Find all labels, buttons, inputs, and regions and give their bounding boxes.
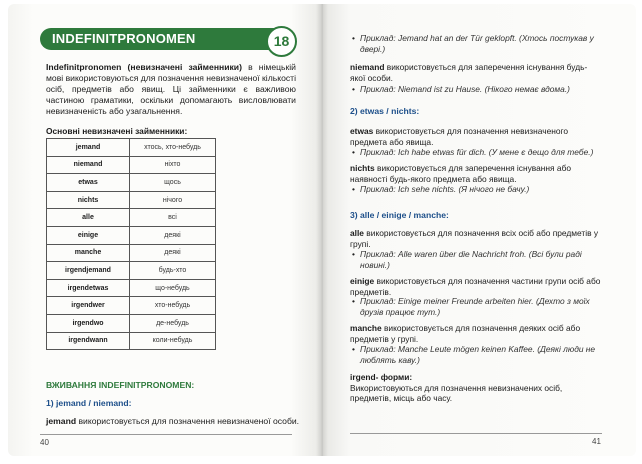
table-row [47, 314, 216, 332]
table-row [47, 209, 216, 227]
table-row [47, 332, 216, 350]
pronoun-ukrainian: деякі [130, 244, 216, 262]
chapter-title: INDEFINITPRONOMEN [52, 31, 196, 46]
manche-term: manche [350, 323, 382, 333]
etwas-term: etwas [350, 126, 374, 136]
manche-text: використовується для позначення деяких осіб або предметів у групі. [350, 323, 581, 344]
pronoun-german: irgendwo [47, 314, 130, 332]
table-row [47, 191, 216, 209]
irgend-text: Використовуються для позначення невизначених осіб, предметів, місць або часу. [350, 382, 563, 404]
alle-term: alle [350, 228, 364, 238]
pronoun-german: irgendetwas [47, 279, 130, 297]
nichts-text: використовується для заперечення існування або наявності будь-якого предмета або явища. [350, 163, 572, 184]
jemand-text: використовується для позначення невизначеної особи. [76, 416, 300, 426]
irgend-definition [350, 372, 602, 404]
example-5 [350, 249, 602, 270]
table-row [47, 262, 216, 280]
irgend-term: irgend- форми: [350, 372, 413, 382]
einige-text: використовується для позначення частини групи осіб або предметів. [350, 276, 601, 297]
niemand-term: niemand [350, 62, 385, 72]
jemand-term: jemand [46, 416, 77, 426]
niemand-text: використовується для заперечення існування будь-якої особи. [350, 62, 588, 83]
chapter-number-badge: 18 [266, 26, 297, 57]
section-heading-2: 2) etwas / nichts: [350, 106, 420, 116]
pronoun-ukrainian: що-небудь [130, 279, 216, 297]
example-3-text: • Приклад: Ich habe etwas für dich. (У мене є дещо для тебе.) [350, 147, 602, 158]
example-3 [350, 147, 602, 158]
usage-heading: ВЖИВАННЯ INDEFINITPRONOMEN: [46, 380, 195, 390]
pronoun-table [46, 138, 216, 350]
pronoun-german: nichts [47, 191, 130, 209]
example-1-text: • Приклад: Jemand hat an der Tür geklopft. (Хтось постукав у двері.) [350, 33, 602, 54]
example-4-text: • Приклад: Ich sehe nichts. (Я нічого не бачу.) [350, 184, 602, 195]
intro-term: Indefinitpronomen (невизначені займенники) [46, 62, 242, 72]
pronoun-german: niemand [47, 156, 130, 174]
einige-definition [350, 276, 602, 297]
manche-definition [350, 323, 602, 344]
nichts-definition [350, 163, 602, 184]
etwas-definition [350, 126, 602, 147]
book-gutter [316, 4, 328, 456]
niemand-definition [350, 62, 602, 83]
pronoun-german: irgendwer [47, 297, 130, 315]
example-6-text: • Приклад: Einige meiner Freunde arbeiten hier. (Дехто з моїх друзів працює тут.) [350, 296, 602, 317]
example-5-text: • Приклад: Alle waren über die Nachricht froh. (Всі були раді новині.) [350, 249, 602, 270]
jemand-definition [46, 416, 299, 426]
example-7-text: • Приклад: Manche Leute mögen keinen Kaffee. (Деякі люди не люблять каву.) [350, 344, 602, 365]
footer-rule-left [40, 434, 292, 435]
pronoun-german: einige [47, 226, 130, 244]
example-4 [350, 184, 602, 195]
pronoun-ukrainian: хто-небудь [130, 297, 216, 315]
pronoun-ukrainian: де-небудь [130, 314, 216, 332]
pronoun-ukrainian: всі [130, 209, 216, 227]
pronoun-german: etwas [47, 174, 130, 192]
page-number-left: 40 [40, 438, 49, 447]
pronoun-ukrainian: ніхто [130, 156, 216, 174]
etwas-text: використовується для позначення невизначеного предмета або явища. [350, 126, 569, 147]
intro-text: в німецькій мові використовуються для позначення невизначеної кількості осіб, предметів або явищ. Ці займенники є важливою частиною граматики, оскільки допомагають висловлювати невизначеність або узагальнення. [46, 62, 296, 116]
pronoun-ukrainian: коли-небудь [130, 332, 216, 350]
pronoun-ukrainian: будь-хто [130, 262, 216, 280]
example-2-text: • Приклад: Niemand ist zu Hause. (Нікого немає вдома.) [350, 84, 602, 95]
table-row [47, 174, 216, 192]
table-row [47, 226, 216, 244]
pronoun-german: manche [47, 244, 130, 262]
section-heading-3: 3) alle / einige / manche: [350, 210, 449, 220]
table-row [47, 156, 216, 174]
section-heading-1: 1) jemand / niemand: [46, 398, 132, 408]
pronoun-german: irgendjemand [47, 262, 130, 280]
einige-term: einige [350, 276, 375, 286]
pronoun-german: jemand [47, 139, 130, 157]
alle-definition [350, 228, 602, 249]
pronoun-ukrainian: деякі [130, 226, 216, 244]
intro-paragraph [46, 62, 296, 117]
table-row [47, 244, 216, 262]
nichts-term: nichts [350, 163, 375, 173]
pronoun-ukrainian: щось [130, 174, 216, 192]
example-2 [350, 84, 602, 95]
table-row [47, 139, 216, 157]
footer-rule-right [350, 433, 602, 434]
page-number-right: 41 [592, 437, 601, 446]
table-row [47, 279, 216, 297]
chapter-header [40, 28, 290, 50]
alle-text: використовується для позначення всіх осіб або предметів у групі. [350, 228, 599, 249]
pronoun-ukrainian: хтось, хто-небудь [130, 139, 216, 157]
pronoun-german: alle [47, 209, 130, 227]
table-row [47, 297, 216, 315]
example-6 [350, 296, 602, 317]
table-heading: Основні невизначені займенники: [46, 126, 188, 136]
example-7 [350, 344, 602, 365]
pronoun-ukrainian: нічого [130, 191, 216, 209]
pronoun-german: irgendwann [47, 332, 130, 350]
example-1 [350, 33, 602, 54]
